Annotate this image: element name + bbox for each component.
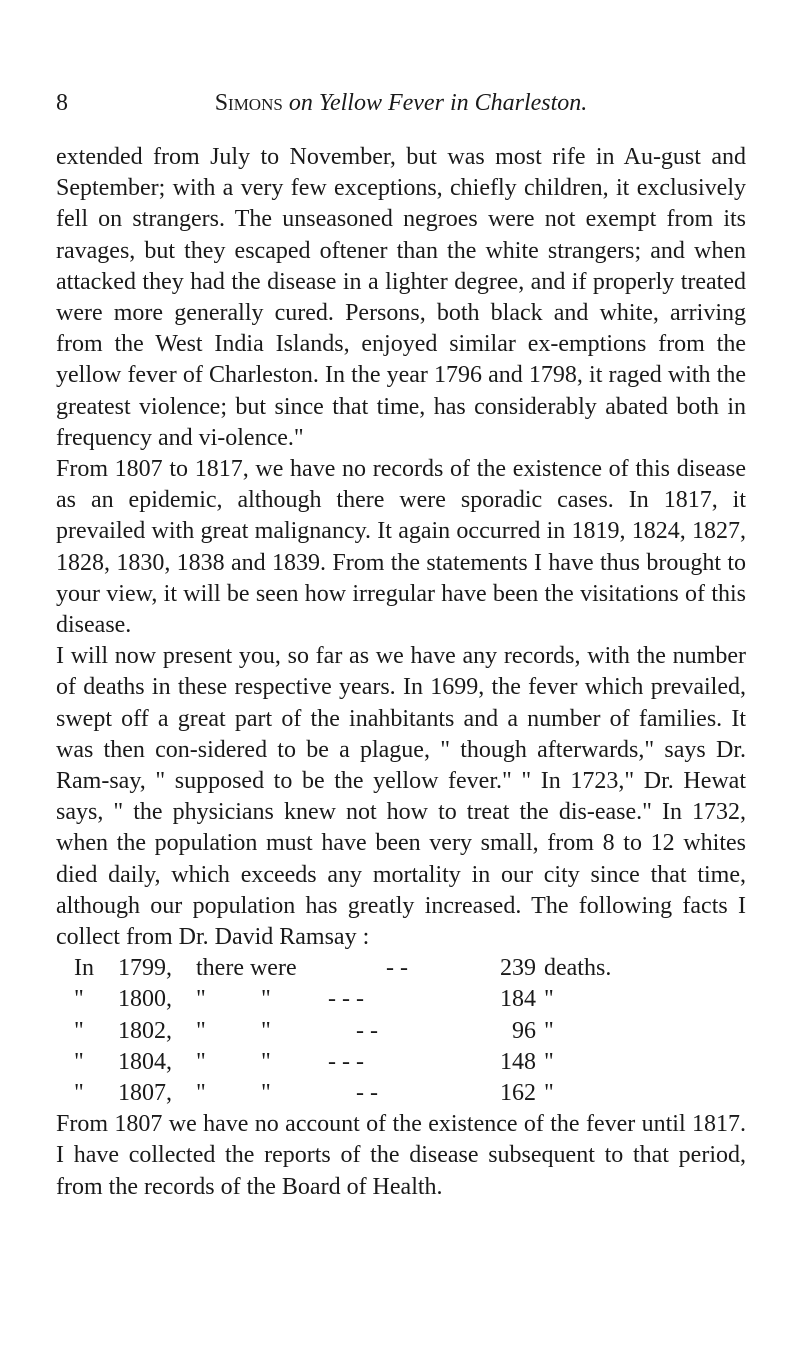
row-count: 148 (500, 1048, 536, 1075)
row-there-were: there were (196, 955, 297, 982)
running-title (56, 86, 746, 120)
row-ditto: " (261, 986, 271, 1013)
row-label: " (74, 1080, 84, 1107)
page-number: 8 (56, 90, 68, 116)
row-leader: - - (356, 1017, 378, 1044)
row-count: 96 (512, 1017, 536, 1044)
row-year: 1807, (118, 1080, 172, 1107)
paragraph: From 1807 to 1817, we have no records of the existence of this disease as an epidemic, although there were sporadic cases. In 1817, it prevailed with great malignancy. It again occurred in 1819, 1824, 1827, 1828, 1830, 1838 and 1839. From the statements I have thus brought to your view, it will be seen how irregular have been the visitations of this disease. (56, 456, 746, 639)
row-ditto: " (196, 1017, 206, 1044)
row-year: 1804, (118, 1048, 172, 1075)
row-count: 162 (500, 1080, 536, 1107)
row-label: " (74, 1048, 84, 1075)
row-year: 1802, (118, 1017, 172, 1044)
row-year: 1799, (118, 955, 172, 982)
row-ditto: " (261, 1048, 271, 1075)
deaths-table-row (56, 1047, 746, 1078)
deaths-table (56, 953, 746, 1109)
row-leader: - - - (328, 1048, 364, 1075)
row-label: In (74, 955, 94, 982)
row-ditto: " (261, 1080, 271, 1107)
running-title-author: Simons (214, 90, 283, 116)
row-label: " (74, 986, 84, 1013)
row-count: 184 (500, 986, 536, 1013)
row-unit: deaths. (544, 955, 612, 982)
row-ditto: " (261, 1017, 271, 1044)
running-title-in: in (449, 90, 469, 116)
row-count: 239 (500, 955, 536, 982)
row-unit: " (544, 1080, 554, 1107)
row-unit: " (544, 986, 554, 1013)
deaths-table-row (56, 984, 746, 1015)
row-leader: - - - (328, 986, 364, 1013)
page-body (56, 142, 746, 1203)
running-title-place: Charleston. (474, 90, 588, 116)
deaths-table-row (56, 953, 746, 984)
row-ditto: " (196, 986, 206, 1013)
row-ditto: " (196, 1080, 206, 1107)
paragraph: I will now present you, so far as we have any records, with the number of deaths in these respective years. In 1699, the fever which prevailed, swept off a great part of the inahbitants and a number of families. It was then con-sidered to be a plague, " though afterwards," says Dr. Ram-say, " supposed to be the yellow fever." " In 1723," Dr. Hewat says, " the physicians knew not how to treat the dis-ease." In 1732, when the population must have been very small, from 8 to 12 whites died daily, which exceeds any mortality in our city since that time, although our population has greatly increased. The following facts I collect from Dr. David Ramsay : (56, 643, 746, 951)
running-title-topic: Yellow Fever (318, 90, 444, 116)
row-leader: - - (386, 955, 408, 982)
paragraph-continued: extended from July to November, but was most rife in Au-gust and September; with a very few exceptions, chiefly children, it exclusively fell on strangers. The unseasoned negroes were not exempt from its ravages, but they escaped oftener than the white strangers; and when attacked they had the disease in a lighter degree, and if properly treated were more generally cured. Persons, both black and white, arriving from the West India Islands, enjoyed similar ex-emptions from the yellow fever of Charleston. In the year 1796 and 1798, it raged with the greatest violence; but since that time, has considerably abated both in frequency and vi-olence." (56, 144, 746, 451)
row-year: 1800, (118, 986, 172, 1013)
deaths-table-row (56, 1078, 746, 1109)
deaths-table-row (56, 1016, 746, 1047)
row-unit: " (544, 1048, 554, 1075)
row-label: " (74, 1017, 84, 1044)
closing-paragraph: From 1807 we have no account of the existence of the fever until 1817. I have collected the reports of the disease subsequent to that period, from the records of the Board of Health. (56, 1111, 746, 1200)
row-ditto: " (196, 1048, 206, 1075)
running-header (56, 86, 746, 120)
row-leader: - - (356, 1080, 378, 1107)
running-title-on: on (288, 90, 313, 116)
row-unit: " (544, 1017, 554, 1044)
